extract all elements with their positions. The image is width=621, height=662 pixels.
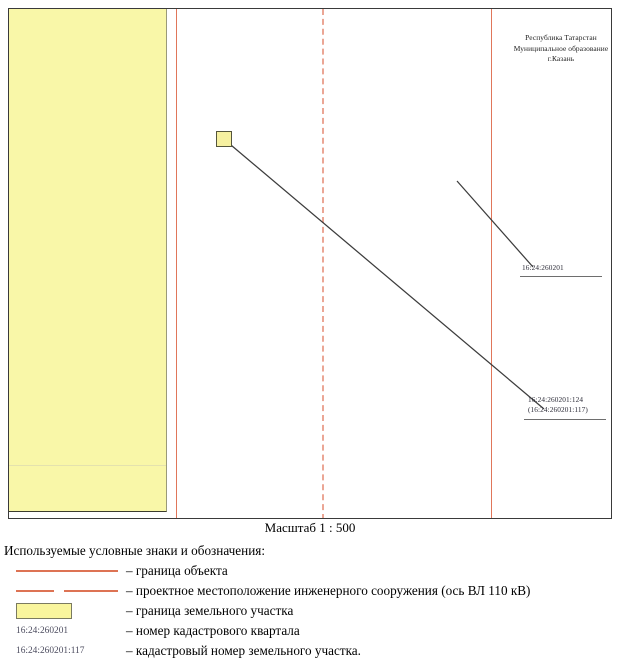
- map-label-cadastral-parcel-line2: (16:24:260201:117): [528, 404, 588, 414]
- cadastral-parcel-number-icon: 16:24:260201:117: [16, 646, 85, 656]
- legend-symbol-cadastral-parcel-number: [12, 641, 124, 661]
- legend-label-engineering-axis: – проектное местоположение инженерного сооружения (ось ВЛ 110 кВ): [126, 583, 531, 598]
- legend-label-parcel-boundary: – граница земельного участка: [126, 603, 294, 618]
- cadastral-map-frame: [8, 8, 612, 519]
- map-scale-caption: Масштаб 1 : 500: [264, 520, 356, 535]
- map-label-cadastral-parcel: [528, 395, 588, 414]
- legend-label-cadastral-parcel: – кадастровый номер земельного участка.: [126, 643, 361, 658]
- region-caption-line1: Республика Татарстан: [525, 33, 597, 42]
- legend: [4, 542, 617, 661]
- map-label-cadastral-parcel-underline: [524, 419, 606, 420]
- solid-line-icon: [16, 570, 118, 572]
- dashed-line-icon-segment-a: [16, 590, 54, 592]
- legend-row-parcel-boundary: [4, 601, 617, 621]
- legend-symbol-cadastral-quarter-number: [12, 621, 124, 641]
- map-label-cadastral-quarter-underline: [520, 276, 602, 277]
- legend-row-engineering-axis: [4, 581, 617, 601]
- legend-symbol-dashed-line: [12, 581, 124, 601]
- region-caption-line3: г.Казань: [547, 54, 575, 63]
- cadastral-quarter-number-icon: 16:24:260201: [16, 626, 69, 636]
- legend-row-cadastral-quarter: [4, 621, 617, 641]
- map-label-cadastral-quarter: 16:24:260201: [522, 263, 564, 272]
- legend-title: Используемые условные знаки и обозначения:: [4, 543, 265, 558]
- region-caption: [505, 33, 612, 65]
- legend-label-object-boundary: – граница объекта: [126, 563, 228, 578]
- region-caption-line2: Муниципальное образование: [513, 43, 609, 53]
- legend-symbol-solid-line: [12, 561, 124, 581]
- yellow-rectangle-icon: [16, 603, 72, 619]
- dashed-line-icon-segment-b: [64, 590, 118, 592]
- legend-row-cadastral-parcel: [4, 641, 617, 661]
- legend-label-cadastral-quarter: – номер кадастрового квартала: [126, 623, 300, 638]
- legend-symbol-yellow-rectangle: [12, 601, 124, 621]
- map-label-cadastral-parcel-line1: 16:24:260201:124: [528, 395, 584, 404]
- legend-row-object-boundary: [4, 561, 617, 581]
- parcel-point-marker: [216, 131, 232, 147]
